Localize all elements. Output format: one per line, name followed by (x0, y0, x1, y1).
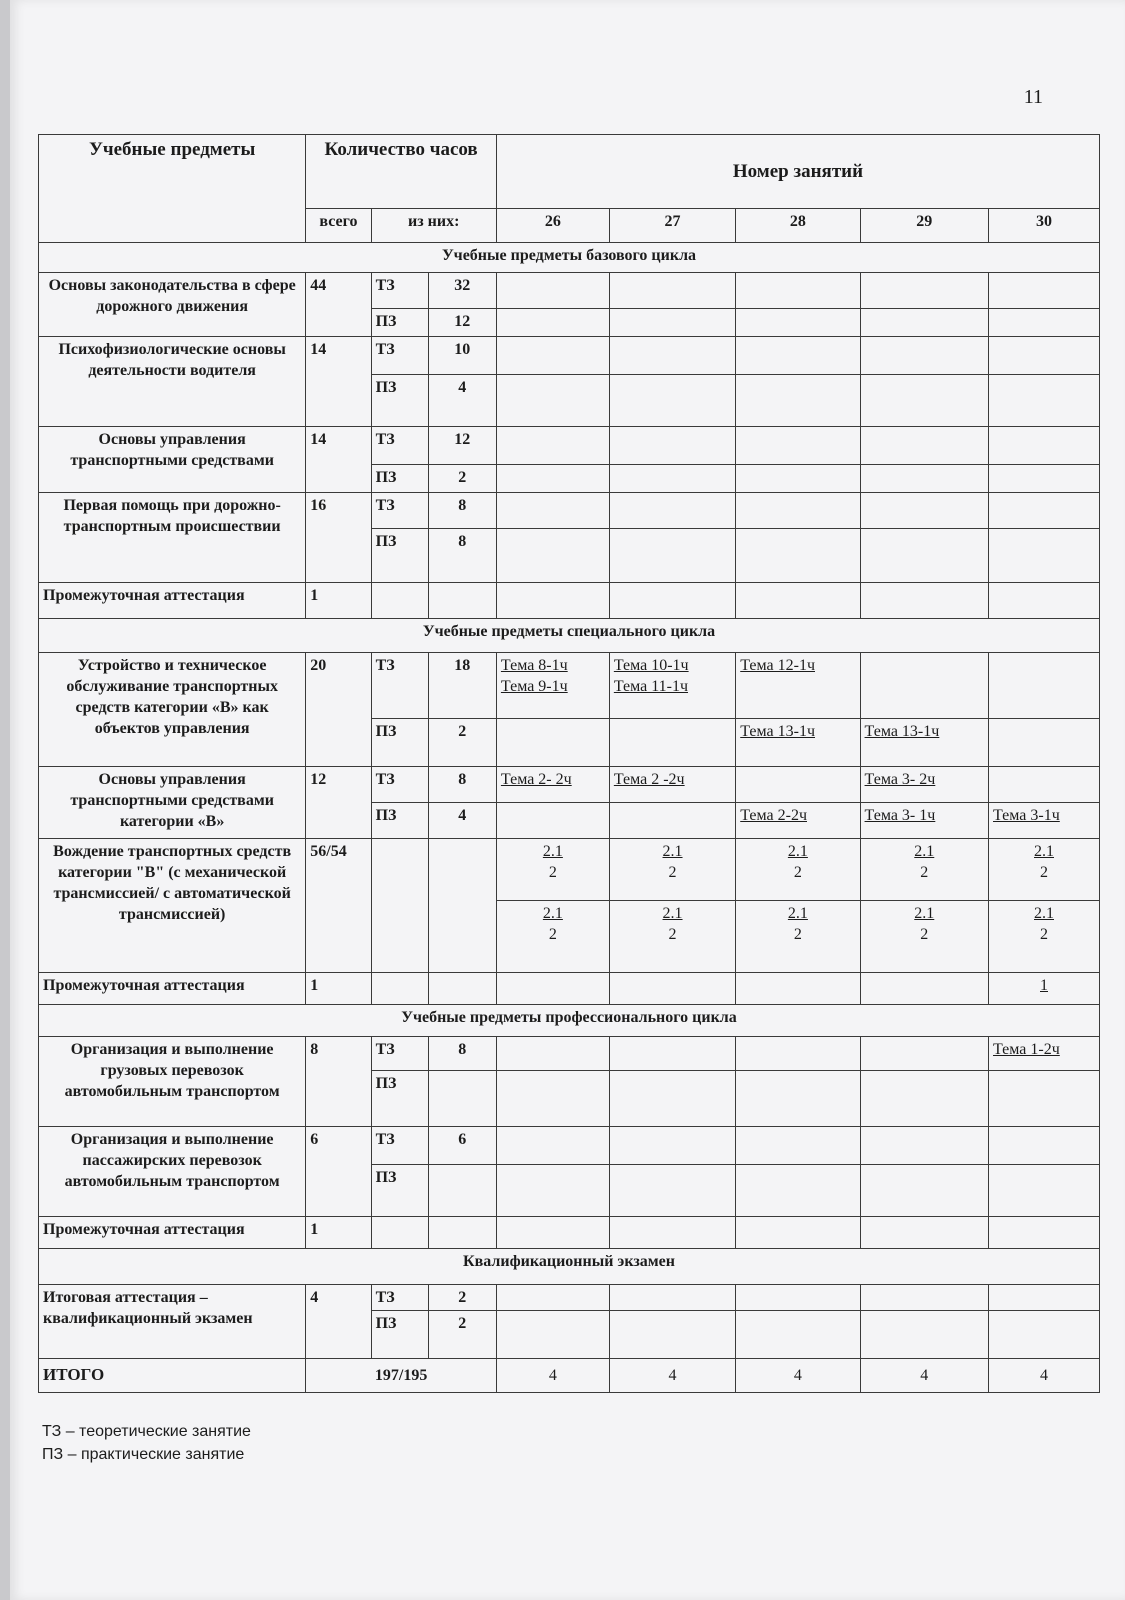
row-controlb-tz (39, 767, 1100, 803)
driving-code: 2.1 (542, 843, 563, 860)
row-totals (39, 1359, 1100, 1393)
hours-tz: 10 (428, 337, 496, 375)
type-pz: ПЗ (371, 529, 428, 583)
driving-hours: 2 (548, 864, 557, 882)
total-attest-special: 1 (306, 973, 371, 1005)
totals-lesson-27: 4 (609, 1359, 735, 1393)
total-attest-professional: 1 (306, 1217, 371, 1249)
hours-tz: 8 (428, 767, 496, 803)
hours-pz: 4 (428, 803, 496, 839)
row-device-tz (39, 653, 1100, 719)
type-pz: ПЗ (371, 309, 428, 337)
hours-tz: 8 (428, 493, 496, 529)
row-driving-1 (39, 839, 1100, 901)
section-basic: Учебные предметы базового цикла (39, 243, 1100, 273)
type-tz: ТЗ (371, 493, 428, 529)
totals-lesson-28: 4 (736, 1359, 860, 1393)
driving-code: 2.1 (662, 843, 683, 860)
row-basic-attest (39, 583, 1100, 619)
total-control: 14 (306, 427, 371, 493)
driving-code: 2.1 (787, 905, 808, 922)
driving-code: 2.1 (542, 905, 563, 922)
row-final-tz (39, 1285, 1100, 1311)
type-pz: ПЗ (371, 375, 428, 427)
type-tz: ТЗ (371, 767, 428, 803)
subject-control: Основы управления транспортными средствами (39, 427, 306, 493)
hours-pz: 2 (428, 719, 496, 767)
topic-cell: Тема 13-1ч (864, 723, 940, 740)
topic-cell: Тема 2- 2ч (500, 771, 572, 788)
header-lesson-number: Номер занятий (496, 135, 1099, 209)
topic-cell: Тема 2-2ч (740, 807, 807, 824)
row-passenger-tz (39, 1127, 1100, 1165)
type-tz: ТЗ (371, 337, 428, 375)
attest-lesson-30: 1 (1040, 977, 1048, 994)
type-pz: ПЗ (371, 1071, 428, 1127)
header-lesson-29: 29 (860, 209, 988, 243)
hours-tz: 32 (428, 273, 496, 309)
type-tz: ТЗ (371, 427, 428, 465)
total-cargo: 8 (306, 1037, 371, 1127)
legend (42, 1420, 251, 1466)
topic-cell: Тема 10-1ч (613, 657, 689, 674)
totals-hours: 197/195 (306, 1359, 497, 1393)
driving-hours: 2 (1040, 864, 1048, 882)
driving-hours: 2 (920, 926, 929, 944)
subject-cargo: Организация и выполнение грузовых перевозок автомобильным транспортом (39, 1037, 306, 1127)
topic-cell: Тема 1-2ч (993, 1041, 1060, 1058)
header-hours: Количество часов (306, 135, 497, 209)
topic-cell: Тема 13-1ч (740, 723, 815, 740)
subject-attest-special: Промежуточная аттестация (39, 973, 306, 1005)
topic-cell: Тема 2 -2ч (613, 771, 685, 788)
driving-hours: 2 (793, 864, 802, 882)
totals-lesson-29: 4 (860, 1359, 988, 1393)
driving-code: 2.1 (662, 905, 683, 922)
topic-cell: Тема 3- 1ч (864, 807, 936, 824)
row-psycho-tz (39, 337, 1100, 375)
schedule-table (38, 134, 1100, 1393)
type-pz: ПЗ (371, 803, 428, 839)
header-row (39, 135, 1100, 209)
section-special: Учебные предметы специального цикла (39, 619, 1100, 653)
type-tz: ТЗ (371, 1285, 428, 1311)
total-passenger: 6 (306, 1127, 371, 1217)
total-psycho: 14 (306, 337, 371, 427)
topic-cell: Тема 12-1ч (740, 657, 815, 674)
driving-code: 2.1 (1034, 843, 1054, 860)
row-special-attest (39, 973, 1100, 1005)
driving-code: 2.1 (914, 843, 935, 860)
topic-cell: Тема 3-1ч (993, 807, 1060, 824)
page-number: 11 (1023, 86, 1043, 108)
subject-passenger: Организация и выполнение пассажирских перевозок автомобильным транспортом (39, 1127, 306, 1217)
type-tz: ТЗ (371, 653, 428, 719)
topic-cell: Тема 8-1ч (500, 657, 568, 674)
hours-pz: 2 (428, 1311, 496, 1359)
type-tz: ТЗ (371, 1037, 428, 1071)
driving-code: 2.1 (1034, 905, 1054, 922)
hours-tz: 18 (428, 653, 496, 719)
section-exam: Квалификационный экзамен (39, 1249, 1100, 1285)
hours-pz: 4 (428, 375, 496, 427)
driving-hours: 2 (1040, 926, 1048, 944)
subject-control-b: Основы управления транспортными средствами категории «В» (39, 767, 306, 839)
type-pz: ПЗ (371, 719, 428, 767)
subject-firstaid: Первая помощь при дорожно-транспортным происшествии (39, 493, 306, 583)
hours-tz: 12 (428, 427, 496, 465)
total-final: 4 (306, 1285, 371, 1359)
total-attest-basic: 1 (306, 583, 371, 619)
subject-law: Основы законодательства в сфере дорожного движения (39, 273, 306, 337)
row-cargo-tz (39, 1037, 1100, 1071)
type-pz: ПЗ (371, 1311, 428, 1359)
total-driving: 56/54 (306, 839, 371, 973)
subject-final: Итоговая аттестация – квалификационный экзамен (39, 1285, 306, 1359)
row-law-tz (39, 273, 1100, 309)
type-tz: ТЗ (371, 1127, 428, 1165)
header-lesson-26: 26 (496, 209, 609, 243)
hours-pz: 8 (428, 529, 496, 583)
header-lesson-28: 28 (736, 209, 860, 243)
type-tz: ТЗ (371, 273, 428, 309)
subject-device: Устройство и техническое обслуживание транспортных средств категории «В» как объектов управления (39, 653, 306, 767)
total-control-b: 12 (306, 767, 371, 839)
type-pz: ПЗ (371, 465, 428, 493)
type-pz: ПЗ (371, 1165, 428, 1217)
subject-psycho: Психофизиологические основы деятельности водителя (39, 337, 306, 427)
legend-tz: ТЗ – теоретические занятие (42, 1423, 251, 1440)
header-subjects: Учебные предметы (39, 135, 306, 243)
document-page (10, 0, 1125, 1600)
hours-tz: 2 (428, 1285, 496, 1311)
totals-lesson-26: 4 (496, 1359, 609, 1393)
topic-cell: Тема 9-1ч (500, 678, 568, 696)
total-law: 44 (306, 273, 371, 337)
driving-hours: 2 (920, 864, 929, 882)
totals-label: ИТОГО (39, 1359, 306, 1393)
driving-hours: 2 (668, 926, 677, 944)
header-of-which: из них: (371, 209, 496, 243)
row-control-tz (39, 427, 1100, 465)
legend-pz: ПЗ – практические занятие (42, 1446, 245, 1464)
driving-hours: 2 (668, 864, 677, 882)
driving-code: 2.1 (787, 843, 808, 860)
topic-cell: Тема 11-1ч (613, 678, 689, 696)
driving-code: 2.1 (914, 905, 935, 922)
total-device: 20 (306, 653, 371, 767)
total-firstaid: 16 (306, 493, 371, 583)
hours-pz: 2 (428, 465, 496, 493)
driving-hours: 2 (548, 926, 557, 944)
subject-attest-basic: Промежуточная аттестация (39, 583, 306, 619)
driving-hours: 2 (793, 926, 802, 944)
row-firstaid-tz (39, 493, 1100, 529)
row-professional-attest (39, 1217, 1100, 1249)
header-total: всего (306, 209, 371, 243)
header-lesson-27: 27 (609, 209, 735, 243)
hours-tz: 6 (428, 1127, 496, 1165)
subject-driving: Вождение транспортных средств категории "В" (с механической трансмиссией/ с автоматической трансмиссией) (39, 839, 306, 973)
header-lesson-30: 30 (989, 209, 1100, 243)
section-professional: Учебные предметы профессионального цикла (39, 1005, 1100, 1037)
totals-lesson-30: 4 (989, 1359, 1100, 1393)
topic-cell: Тема 3- 2ч (864, 771, 936, 788)
subject-attest-professional: Промежуточная аттестация (39, 1217, 306, 1249)
hours-tz: 8 (428, 1037, 496, 1071)
hours-pz: 12 (428, 309, 496, 337)
